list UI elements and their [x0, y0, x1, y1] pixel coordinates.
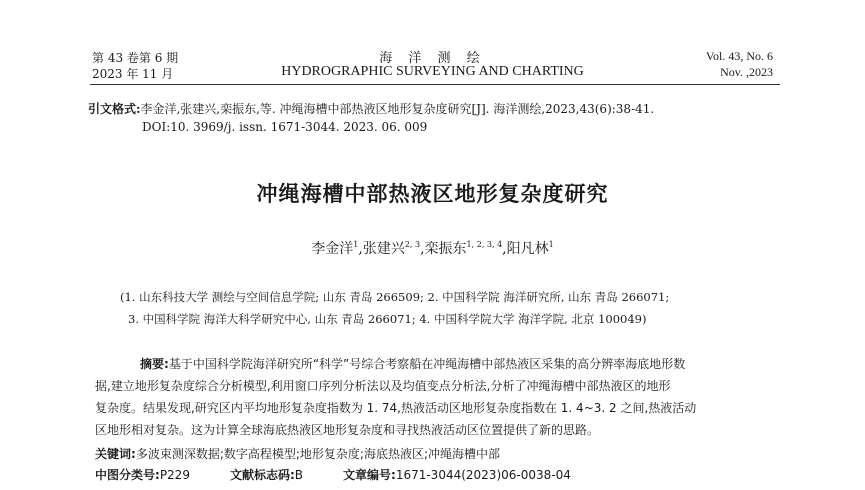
- doc-code-value: B: [294, 468, 303, 482]
- article-number-label: 文章编号:: [343, 468, 396, 482]
- author-affiliation-mark: 1: [548, 240, 554, 249]
- article-number-value: 1671-3044(2023)06-0038-04: [395, 468, 571, 482]
- author-separator: ,: [420, 241, 425, 257]
- journal-name-cn: 海 洋 测 绘: [379, 51, 486, 66]
- header-rule: [90, 84, 780, 85]
- issue-volume: 第 43 卷第 6 期: [92, 51, 179, 65]
- abstract-line: [140, 355, 685, 372]
- doc-code-label: 文献标志码:: [229, 468, 295, 482]
- citation-doi[interactable]: DOI:10. 3969/j. issn. 1671-3044. 2023. 06. 009: [142, 120, 428, 134]
- citation-label: 引文格式:: [88, 102, 141, 116]
- abstract-text: 基于中国科学院海洋研究所“科学”号综合考察船在冲绳海槽中部热液区采集的高分辨率海底地形数: [168, 357, 686, 371]
- author-list: [0, 238, 865, 258]
- keywords-line: [95, 445, 500, 462]
- author-affiliation-mark: 2, 3: [404, 240, 421, 249]
- issue-date: 2023 年 11 月: [92, 67, 174, 81]
- author-separator: ,: [502, 241, 507, 257]
- paper-title: 冲绳海槽中部热液区地形复杂度研究: [256, 182, 609, 206]
- affiliation-line: (1. 山东科技大学 测绘与空间信息学院; 山东 青岛 266509; 2. 中国科学院 海洋研究所, 山东 青岛 266071;: [120, 290, 670, 304]
- abstract-label: 摘要:: [140, 357, 169, 371]
- author-affiliation-mark: 1: [353, 240, 359, 249]
- author-name: 阳凡林: [506, 241, 549, 257]
- author-separator: ,: [358, 241, 363, 257]
- abstract-line: 区地形相对复杂。这为计算全球海底热液区地形复杂度和寻找热液活动区位置提供了新的思路。: [95, 423, 600, 437]
- author-affiliation-mark: 1, 2, 3, 4: [466, 240, 503, 249]
- issue-volume-en: Vol. 43, No. 6: [705, 49, 773, 63]
- keywords-text: 多波束测深数据;数字高程模型;地形复杂度;海底热液区;冲绳海槽中部: [135, 447, 500, 461]
- author-name: 张建兴: [362, 241, 405, 257]
- issue-date-en: Nov. ,2023: [720, 65, 773, 79]
- author-name: 栾振东: [424, 241, 467, 257]
- author-name: 李金洋: [311, 241, 354, 257]
- clc-value: P229: [159, 468, 190, 482]
- clc-label: 中图分类号:: [95, 468, 160, 482]
- abstract-line: 复杂度。结果发现,研究区内平均地形复杂度指数为 1. 74,热液活动区地形复杂度指数在 1. 4~3. 2 之间,热液活动: [95, 401, 697, 415]
- abstract-line: 据,建立地形复杂度综合分析模型,利用窗口序列分析法以及均值变点分析法,分析了冲绳海槽中部热液区的地形: [95, 379, 671, 393]
- journal-name-en: HYDROGRAPHIC SURVEYING AND CHARTING: [281, 64, 584, 79]
- classification-line: [95, 466, 571, 483]
- keywords-label: 关键词:: [95, 447, 136, 461]
- citation-line: [88, 100, 654, 117]
- citation-text: 李金洋,张建兴,栾振东,等. 冲绳海槽中部热液区地形复杂度研究[J]. 海洋测绘,2023,43(6):38-41.: [140, 102, 655, 116]
- affiliation-line: 3. 中国科学院 海洋大科学研究中心, 山东 青岛 266071; 4. 中国科学院大学 海洋学院, 北京 100049): [128, 312, 647, 326]
